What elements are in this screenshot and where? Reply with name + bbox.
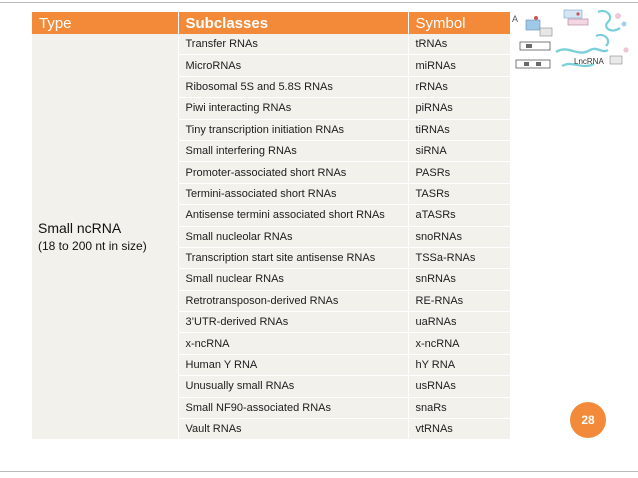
subclass-cell: Small interfering RNAs [178, 140, 408, 161]
symbol-cell: TASRs [408, 183, 510, 204]
subclass-cell: 3’UTR-derived RNAs [178, 312, 408, 333]
symbol-cell: aTASRs [408, 205, 510, 226]
subclass-cell: Unusually small RNAs [178, 376, 408, 397]
subclass-cell: Ribosomal 5S and 5.8S RNAs [178, 76, 408, 97]
subclass-cell: MicroRNAs [178, 55, 408, 76]
symbol-cell: RE-RNAs [408, 290, 510, 311]
category-name: Small ncRNA [38, 220, 122, 237]
subclass-cell: Tiny transcription initiation RNAs [178, 119, 408, 140]
symbol-cell: rRNAs [408, 76, 510, 97]
table-body [32, 34, 510, 440]
header-type: Type [32, 12, 178, 34]
subclass-cell: Transcription start site antisense RNAs [178, 247, 408, 268]
symbol-cell: TSSa-RNAs [408, 247, 510, 268]
subclass-cell: x-ncRNA [178, 333, 408, 354]
symbol-cell: uaRNAs [408, 312, 510, 333]
rna-classification-table [32, 12, 511, 440]
header-symbol: Symbol [408, 12, 510, 34]
symbol-cell: hY RNA [408, 354, 510, 375]
subclass-cell: Retrotransposon-derived RNAs [178, 290, 408, 311]
symbol-cell: PASRs [408, 162, 510, 183]
header-subclasses: Subclasses [178, 12, 408, 34]
figure-panel-label: A [512, 14, 519, 24]
symbol-cell: x-ncRNA [408, 333, 510, 354]
subclass-cell: Antisense termini associated short RNAs [178, 205, 408, 226]
lncrna-diagram [512, 6, 634, 80]
symbol-cell: tiRNAs [408, 119, 510, 140]
symbol-cell: miRNAs [408, 55, 510, 76]
category-size: (18 to 200 nt in size) [38, 239, 147, 254]
symbol-cell: piRNAs [408, 98, 510, 119]
rna-stem-loop-icon [596, 11, 627, 46]
subclass-cell: Promoter-associated short RNAs [178, 162, 408, 183]
table-header-row [32, 12, 510, 34]
symbol-cell: snRNAs [408, 269, 510, 290]
protein-complex-icon [526, 16, 552, 36]
symbol-cell: usRNAs [408, 376, 510, 397]
subclass-cell: Transfer RNAs [178, 34, 408, 55]
subclass-cell: Small nuclear RNAs [178, 269, 408, 290]
bottom-border-line [0, 471, 638, 472]
subclass-cell: Small nucleolar RNAs [178, 226, 408, 247]
subclass-cell: Human Y RNA [178, 354, 408, 375]
lncrna-label: LncRNA [574, 57, 604, 66]
top-border-line [0, 2, 638, 3]
transcript-blocks-icon [516, 42, 550, 68]
subclass-cell: Termini-associated short RNAs [178, 183, 408, 204]
subclass-cell: Piwi interacting RNAs [178, 98, 408, 119]
symbol-cell: snaRs [408, 397, 510, 418]
chromatin-icon [564, 10, 588, 25]
slide-number-badge: 28 [570, 402, 606, 438]
symbol-cell: snoRNAs [408, 226, 510, 247]
symbol-cell: siRNA [408, 140, 510, 161]
subclass-cell: Vault RNAs [178, 419, 408, 440]
symbol-cell: tRNAs [408, 34, 510, 55]
symbol-cell: vtRNAs [408, 419, 510, 440]
category-cell [32, 34, 178, 440]
table-row [32, 34, 510, 55]
subclass-cell: Small NF90-associated RNAs [178, 397, 408, 418]
